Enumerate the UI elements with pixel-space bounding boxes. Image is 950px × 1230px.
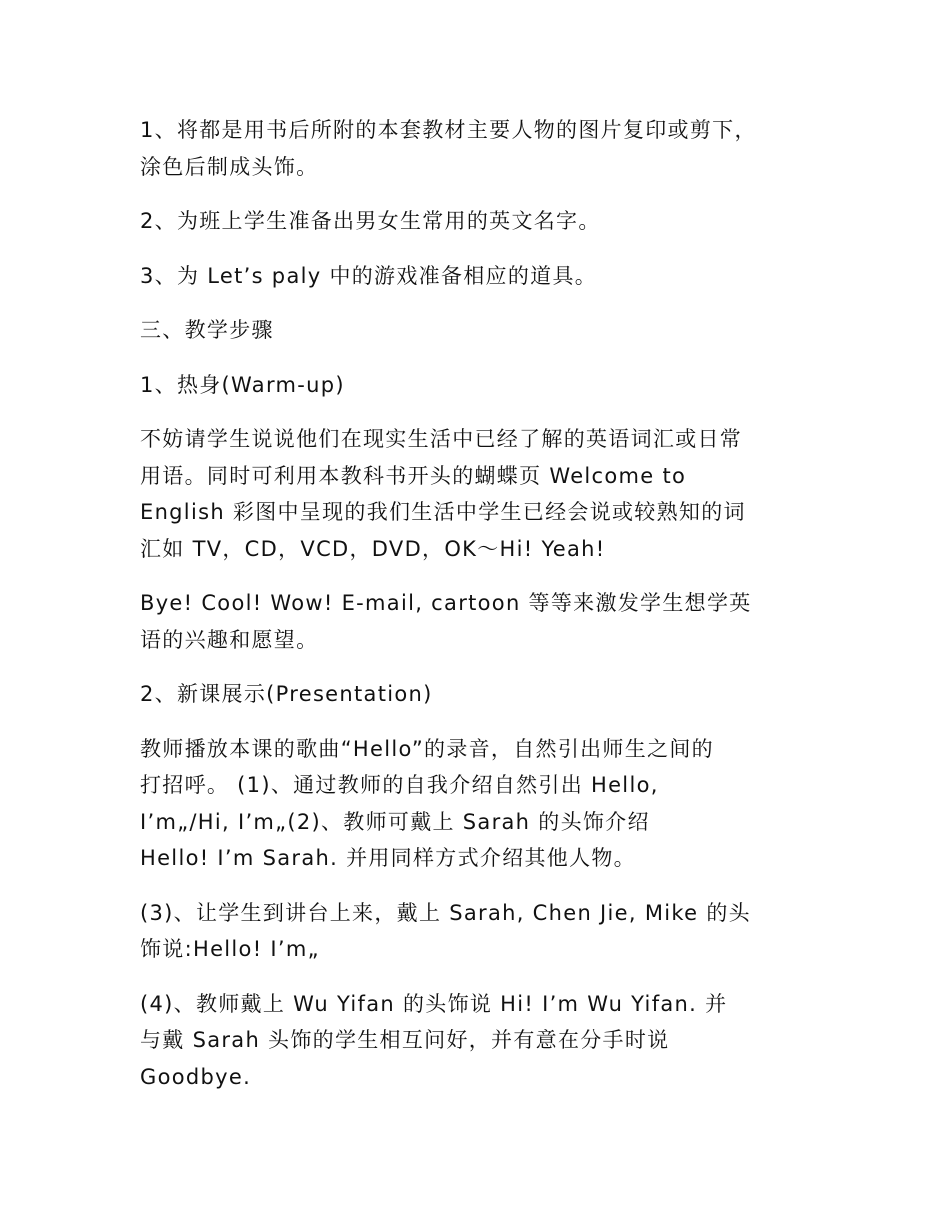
paragraph-step-4	[140, 986, 812, 1096]
paragraph-warm-up	[140, 421, 812, 567]
paragraph-warm-up-cont	[140, 585, 812, 658]
text-line: 2、为班上学生准备出男女生常用的英文名字。	[140, 209, 601, 233]
text-line: 教师播放本课的歌曲“Hello”的录音，自然引出师生之间的	[140, 736, 714, 761]
text-line: 三、教学步骤	[140, 318, 274, 342]
text-line: 用语。同时可利用本教科书开头的蝴蝶页 Welcome to	[140, 463, 687, 488]
text-line: (3)、让学生到讲台上来，戴上 Sarah, Chen Jie, Mike 的头	[140, 900, 751, 925]
text-line: 汇如 TV，CD，VCD，DVD，OK～Hi! Yeah!	[140, 536, 606, 561]
text-line: 3、为 Let’s paly 中的游戏准备相应的道具。	[140, 263, 598, 288]
text-line: 不妨请学生说说他们在现实生活中已经了解的英语词汇或日常	[140, 427, 743, 451]
text-line: (4)、教师戴上 Wu Yifan 的头饰说 Hi! I’m Wu Yifan. 并	[140, 991, 728, 1016]
text-line: 2、新课展示(Presentation)	[140, 682, 433, 706]
text-line: I’m„/Hi, I’m„(2)、教师可戴上 Sarah 的头饰介绍	[140, 809, 650, 834]
paragraph-step-3	[140, 895, 812, 968]
paragraph-presentation	[140, 731, 812, 877]
text-line: 与戴 Sarah 头饰的学生相互问好，并有意在分手时说	[140, 1028, 670, 1052]
document-page	[140, 112, 812, 1113]
subheading-warm-up	[140, 367, 812, 404]
paragraph-prep-2	[140, 203, 812, 240]
text-line: 打招呼。 (1)、通过教师的自我介绍自然引出 Hello,	[140, 773, 659, 797]
text-line: Hello! I’m Sarah. 并用同样方式介绍其他人物。	[140, 846, 636, 870]
text-line: Goodbye.	[140, 1064, 252, 1089]
subheading-presentation	[140, 676, 812, 713]
text-line: 饰说:Hello! I’m„	[140, 937, 320, 961]
paragraph-prep-3	[140, 258, 812, 295]
text-line: 涂色后制成头饰。	[140, 154, 319, 179]
paragraph-prep-1	[140, 112, 812, 185]
section-heading-teaching-steps	[140, 312, 812, 349]
text-line: Bye! Cool! Wow! E-mail, cartoon 等等来激发学生想学英	[140, 591, 752, 615]
text-line: English 彩图中呈现的我们生活中学生已经会说或较熟知的词	[140, 500, 746, 524]
text-line: 语的兴趣和愿望。	[140, 627, 319, 652]
text-line: 1、将都是用书后所附的本套教材主要人物的图片复印或剪下，	[140, 118, 757, 142]
text-line: 1、热身(Warm-up)	[140, 372, 345, 397]
